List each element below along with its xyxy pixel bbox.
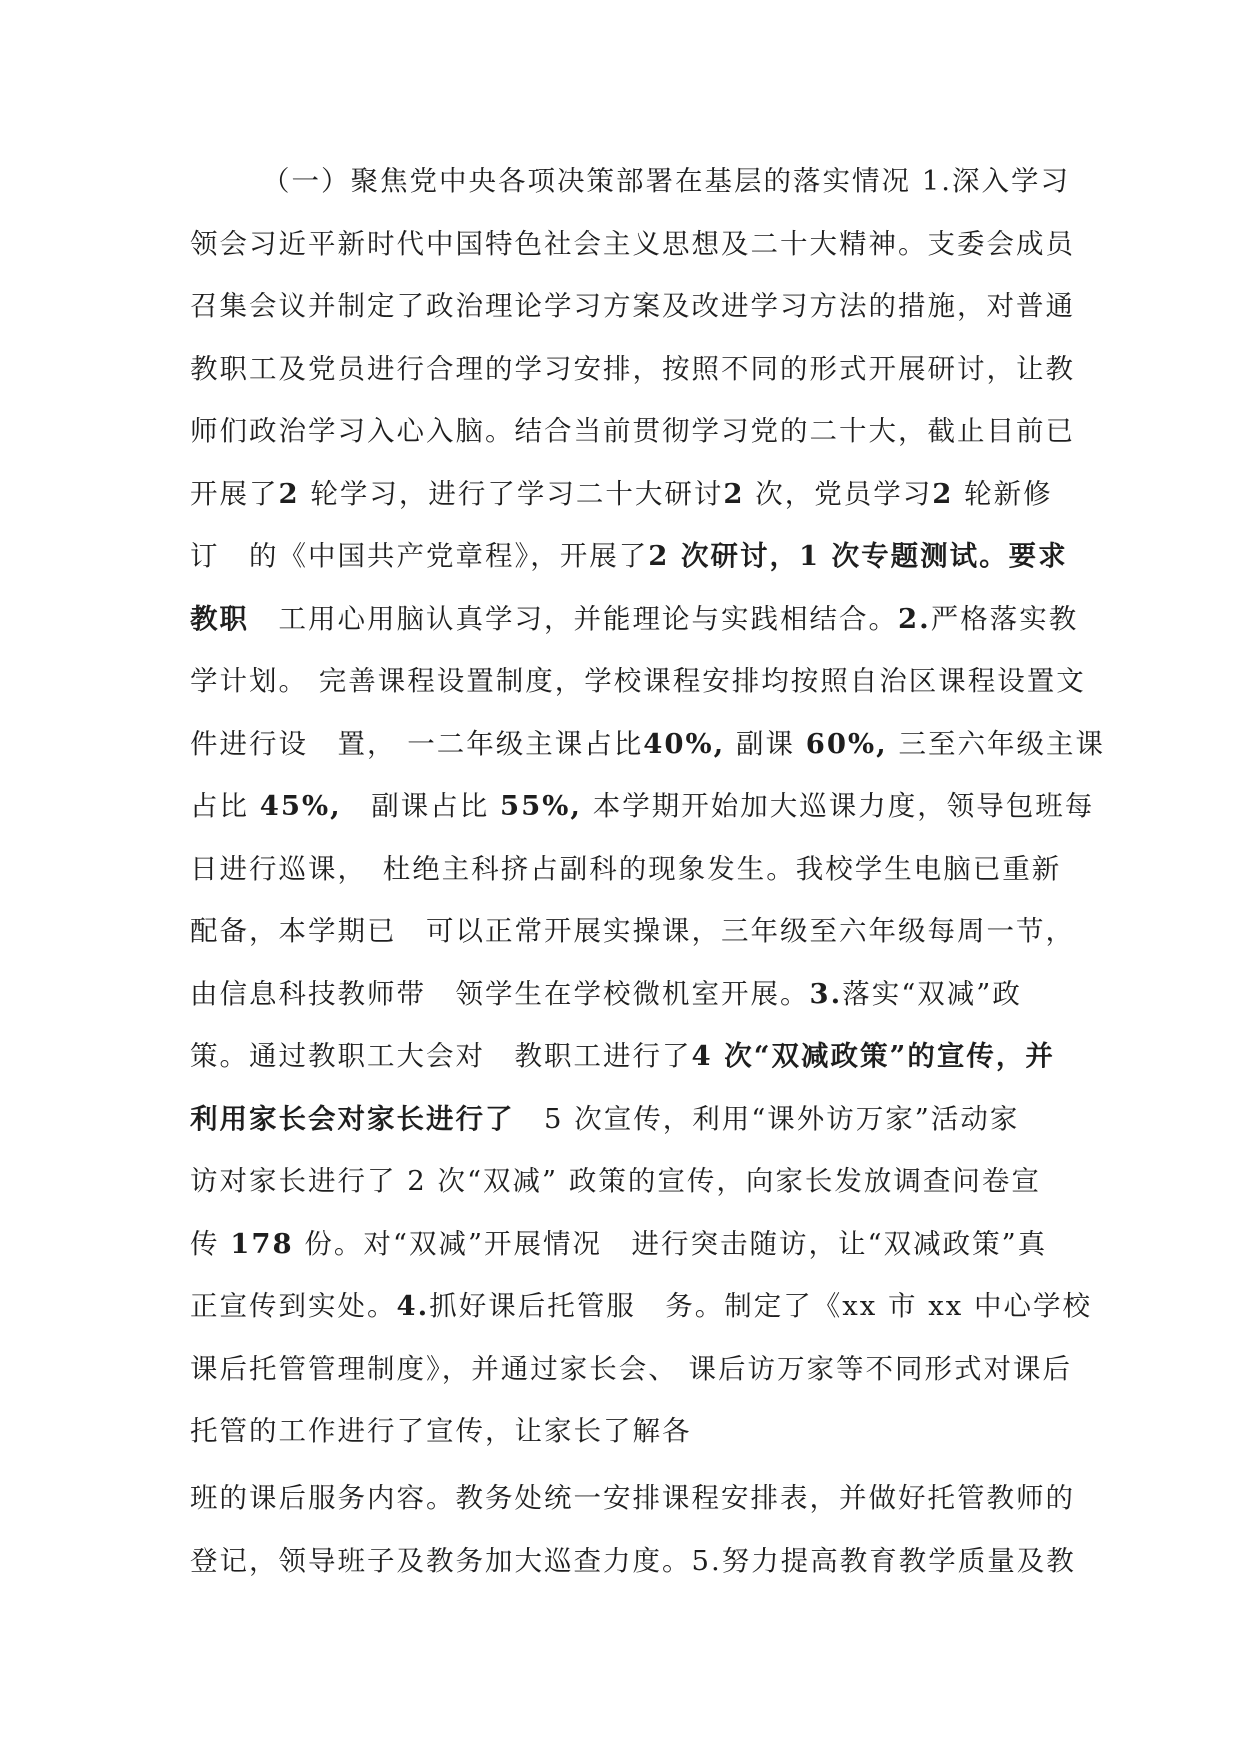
text-run: 订 的《中国共产党章程》，开展了 xyxy=(190,540,649,572)
text-run: 学计划。 完善课程设置制度，学校课程安排均按照自治区课程设置文 xyxy=(190,665,1086,697)
text-run: 由信息科技教师带 领学生在学校微机室开展。 xyxy=(190,977,810,1010)
text-run: （一）聚焦党中央各项决策部署在基层的落实情况 1.深入学习 xyxy=(262,165,1070,197)
text-run: 班的课后服务内容。教务处统一安排课程安排表，并做好托管教师的 xyxy=(190,1482,1075,1514)
text-run: 5 次宣传，利用“课外访万家”活动家 xyxy=(514,1102,1020,1135)
text-line xyxy=(190,1540,1076,1603)
text-run: 4. xyxy=(396,1290,430,1322)
text-run: 次，党员学习 xyxy=(744,477,933,510)
text-run: 2. xyxy=(898,602,931,635)
text-run: 落实“双减”政 xyxy=(842,977,1022,1010)
text-line xyxy=(190,1410,1070,1477)
text-line xyxy=(190,1035,1070,1098)
text-line xyxy=(190,348,1075,411)
text-line xyxy=(190,1223,1070,1286)
text-run: 三至六年级主课 xyxy=(887,727,1105,760)
text-run: 占比 xyxy=(190,790,260,822)
text-run: 工用心用脑认真学习，并能理论与实践相结合。 xyxy=(249,602,898,635)
text-line xyxy=(190,1477,1075,1540)
text-run: 3. xyxy=(809,977,843,1010)
text-run: 严格落实教 xyxy=(930,602,1079,635)
text-line xyxy=(190,660,1086,723)
text-line xyxy=(190,598,1079,661)
text-run: 师们政治学习入心入脑。结合当前贯彻学习党的二十大，截止目前已 xyxy=(190,415,1075,447)
text-run: 教职 xyxy=(190,602,249,635)
text-run: 抓好课后托管服 务。制定了《xx 市 xx 中心学校 xyxy=(429,1290,1092,1322)
text-line xyxy=(190,723,1105,786)
text-run: 份。对“双减”开展情况 进行突击随访，让“双减政策”真 xyxy=(293,1227,1048,1260)
text-run: 55%, xyxy=(499,790,582,822)
text-run: 2 xyxy=(932,477,954,510)
text-run: 178 xyxy=(230,1227,294,1260)
text-line xyxy=(190,848,1070,911)
text-run: 2 xyxy=(278,477,300,510)
text-run: 4 次“双减政策”的宣传，并 xyxy=(691,1040,1055,1072)
text-line xyxy=(190,535,1070,598)
text-run: 副课占比 xyxy=(341,790,500,822)
text-run: 传 xyxy=(190,1227,231,1260)
text-run: 本学期开始加大巡课力度，领导包班每 xyxy=(581,790,1095,822)
text-run: 开展了 xyxy=(190,477,279,510)
text-run: 召集会议并制定了政治理论学习方案及改进学习方法的措施，对普通 xyxy=(190,290,1075,322)
text-line xyxy=(190,973,1070,1036)
text-line xyxy=(190,1098,1070,1161)
text-line xyxy=(190,910,1075,973)
text-run: 件进行设 置， 一二年级主课占比 xyxy=(190,727,644,760)
text-run: 45%, xyxy=(259,790,342,822)
text-line xyxy=(190,410,1075,473)
text-run: 策。通过教职工大会对 教职工进行了 xyxy=(190,1040,692,1072)
text-run: 访对家长进行了 2 次“双减” 政策的宣传，向家长发放调查问卷宣 xyxy=(190,1165,1041,1197)
text-line xyxy=(190,1348,1070,1411)
text-run: 轮新修 xyxy=(953,477,1053,510)
text-run: 日进行巡课， 杜绝主科挤占副科的现象发生。我校学生电脑已重新 xyxy=(190,852,1062,885)
text-line xyxy=(190,473,1070,536)
text-run: 2 xyxy=(723,477,745,510)
text-line xyxy=(190,285,1075,348)
text-run: 2 次研讨，1 次专题测试。要求 xyxy=(648,540,1068,572)
text-run: 60%, xyxy=(805,727,888,760)
text-line xyxy=(190,160,1070,223)
text-run: 配备，本学期已 可以正常开展实操课，三年级至六年级每周一节， xyxy=(190,915,1075,947)
text-run: 轮学习，进行了学习二十大研讨 xyxy=(299,477,724,510)
text-run: 登记，领导班子及教务加大巡查力度。5.努力提高教育教学质量及教 xyxy=(190,1544,1076,1577)
text-run: 正宣传到实处。 xyxy=(190,1290,397,1322)
text-run: 教职工及党员进行合理的学习安排，按照不同的形式开展研讨，让教 xyxy=(190,352,1075,385)
text-line xyxy=(190,785,1095,848)
text-run: 利用家长会对家长进行了 xyxy=(190,1102,515,1135)
text-run: 课后托管管理制度》，并通过家长会、 课后访万家等不同形式对课后 xyxy=(190,1352,1072,1385)
text-run: 副课 xyxy=(725,727,806,760)
text-line xyxy=(190,1285,1092,1348)
text-line xyxy=(190,1160,1070,1223)
text-run: 领会习近平新时代中国特色社会主义思想及二十大精神。支委会成员 xyxy=(190,227,1075,260)
text-run: 40%, xyxy=(643,727,726,760)
text-run: 托管的工作进行了宣传，让家长了解各 xyxy=(190,1415,692,1447)
body-paragraph xyxy=(190,160,1105,1602)
text-line xyxy=(190,223,1075,286)
